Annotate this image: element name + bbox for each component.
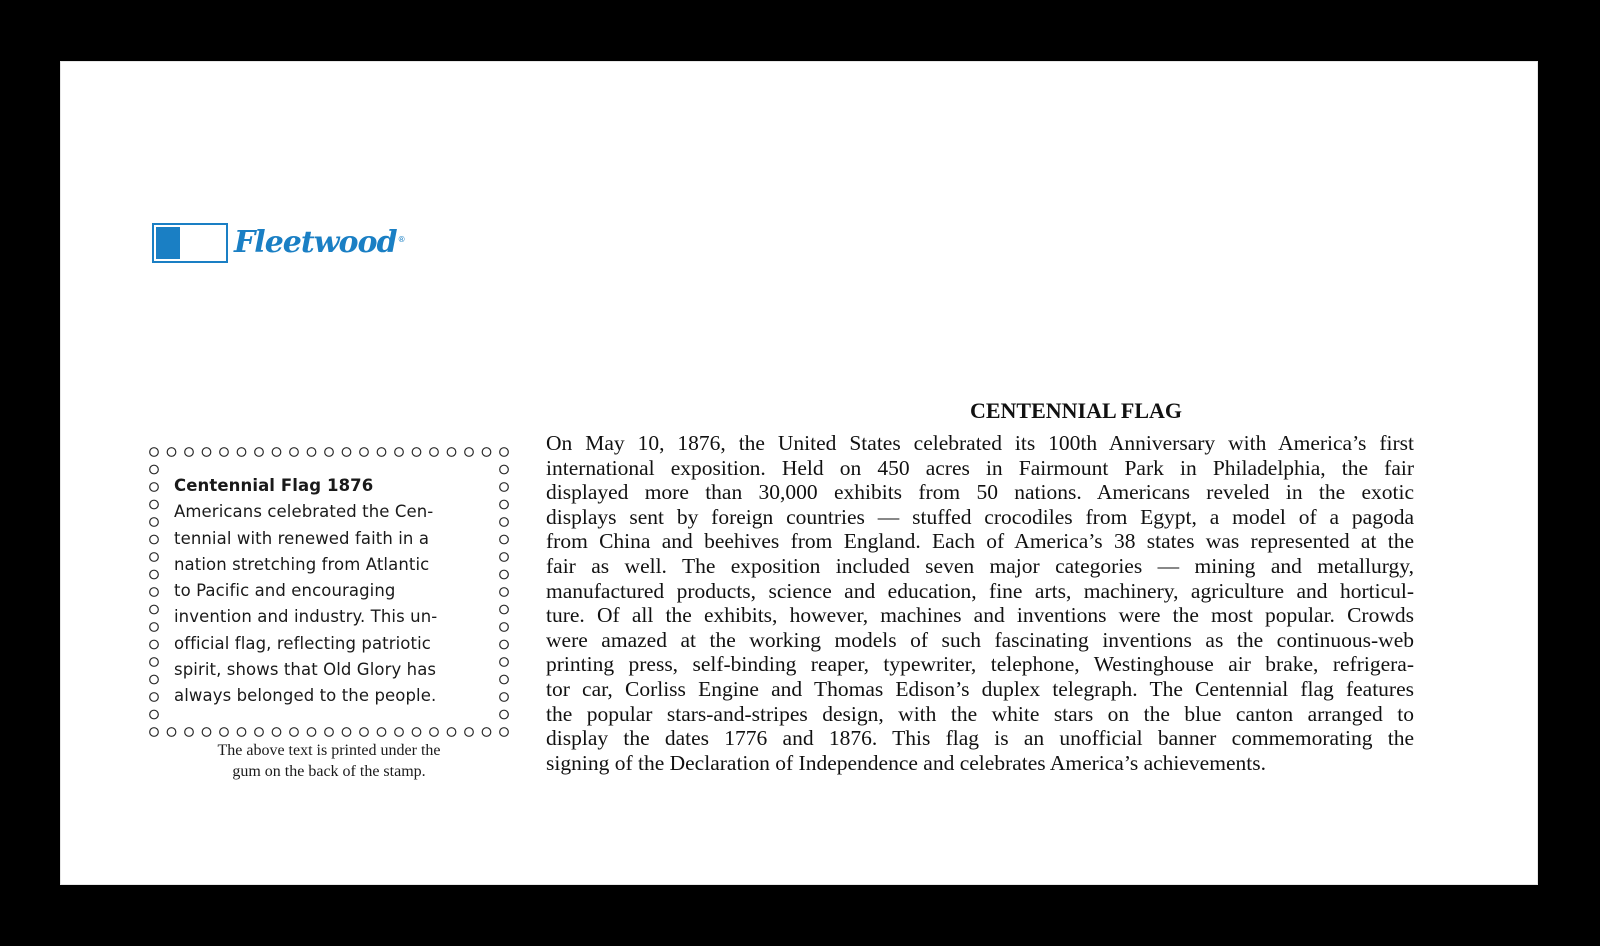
perforation-hole [342,728,351,737]
article-line: fair as well. The exposition included seven major categories — mining and metallurgy, [546,553,1414,578]
article-line: tor car, Corliss Engine and Thomas Edison’s duplex telegraph. The Centennial flag features [546,676,1414,701]
perforation-hole [412,728,421,737]
article-line: displayed more than 30,000 exhibits from 50 nations. Americans reveled in the exotic [546,480,1414,505]
article-title: CENTENNIAL FLAG [969,398,1183,423]
caption-line: The above text is printed under the [217,742,441,759]
envelope-card [60,61,1538,885]
article-line: were amazed at the working models of such fascinating inventions as the continuous-web [546,627,1414,652]
perforation-hole [500,518,509,527]
perforation-hole [237,448,246,457]
perforation-hole [500,693,509,702]
perforation-hole [150,693,159,702]
logo-mark-icon [152,223,228,263]
perforation-hole [150,570,159,579]
stamp-text-body [174,473,484,710]
perforation-hole [185,728,194,737]
article-line: the popular stars-and-stripes design, with the white stars on the blue canton arranged to [546,701,1414,726]
perforation-hole [272,728,281,737]
stamp-text-line: nation stretching from Atlantic [174,554,430,574]
perforation-hole [150,500,159,509]
perforation-hole [167,448,176,457]
perforation-hole [342,448,351,457]
logo-mark-fill [156,227,180,259]
stamp-text-line: official flag, reflecting patriotic [174,633,431,653]
perforation-hole [377,728,386,737]
perforation-hole [500,500,509,509]
perforation-hole [325,448,334,457]
article-line: On May 10, 1876, the United States celebrated its 100th Anniversary with America’s first [546,431,1414,455]
perforation-hole [500,553,509,562]
perforation-hole [150,710,159,719]
perforation-hole [500,640,509,649]
perforation-hole [412,448,421,457]
registered-mark: ® [397,235,406,244]
perforation-hole [482,448,491,457]
stamp-text-line: to Pacific and encouraging [174,581,396,601]
perforation-hole [237,728,246,737]
perforation-hole [272,448,281,457]
stamp-text-line: invention and industry. This un- [174,607,438,627]
perforation-hole [202,728,211,737]
perforation-hole [360,728,369,737]
perforation-hole [167,728,176,737]
stamp-text-box [148,446,510,738]
perforation-hole [500,483,509,492]
perforation-hole [395,728,404,737]
perforation-hole [150,605,159,614]
perforation-hole [150,535,159,544]
stamp-text-line: tennial with renewed faith in a [174,528,430,548]
perforation-hole [500,570,509,579]
perforation-hole [290,448,299,457]
perforation-hole [150,675,159,684]
perforation-hole [430,448,439,457]
perforation-hole [202,448,211,457]
stamp-title: Centennial Flag 1876 [174,476,374,495]
stamp-text-line: Americans celebrated the Cen- [174,502,434,522]
perforation-hole [150,518,159,527]
perforation-hole [150,483,159,492]
perforation-hole [500,605,509,614]
perforation-hole [150,658,159,667]
perforation-hole [465,728,474,737]
perforation-hole [360,448,369,457]
perforation-hole [500,710,509,719]
article-line: ture. Of all the exhibits, however, machines and inventions were the most popular. Crowds [546,603,1414,628]
perforation-hole [255,448,264,457]
perforation-hole [290,728,299,737]
article-line: display the dates 1776 and 1876. This flag is an unofficial banner commemorating the [546,726,1414,751]
perforation-hole [150,728,159,737]
perforation-hole [377,448,386,457]
perforation-hole [500,675,509,684]
article-line: manufactured products, science and education, fine arts, machinery, agriculture and horticul- [546,578,1414,603]
perforation-hole [500,465,509,474]
article-line: printing press, self-binding reaper, typewriter, telephone, Westinghouse air brake, refrigera- [546,652,1414,677]
perforation-hole [500,588,509,597]
perforation-hole [150,448,159,457]
perforation-hole [447,728,456,737]
fleetwood-logo [152,221,406,265]
article-line: international exposition. Held on 450 acres in Fairmount Park in Philadelphia, the fair [546,455,1414,480]
perforation-hole [500,728,509,737]
perforation-hole [500,623,509,632]
logo-wordmark: Fleetwood [234,225,397,260]
stamp-text-line: always belonged to the people. [174,686,437,706]
perforation-hole [150,640,159,649]
perforation-hole [307,448,316,457]
article-line: signing of the Declaration of Independence and celebrates America’s achievements. [546,750,1266,775]
perforation-hole [482,728,491,737]
perforation-hole [150,465,159,474]
stamp-caption [148,740,510,782]
perforation-hole [500,658,509,667]
article-body [546,431,1414,775]
perforation-hole [255,728,264,737]
perforation-hole [395,448,404,457]
perforation-hole [185,448,194,457]
perforation-hole [465,448,474,457]
perforation-hole [220,448,229,457]
perforation-hole [500,448,509,457]
perforation-hole [430,728,439,737]
perforation-hole [447,448,456,457]
perforation-hole [325,728,334,737]
article-line: displays sent by foreign countries — stuffed crocodiles from Egypt, a model of a pagoda [546,504,1414,529]
stamp-text-line: spirit, shows that Old Glory has [174,660,437,680]
perforation-hole [500,535,509,544]
article-line: from China and beehives from England. Each of America’s 38 states was represented at the [546,529,1414,554]
perforation-hole [150,553,159,562]
caption-line: gum on the back of the stamp. [232,763,426,780]
perforation-hole [150,623,159,632]
perforation-hole [307,728,316,737]
perforation-hole [220,728,229,737]
perforation-hole [150,588,159,597]
